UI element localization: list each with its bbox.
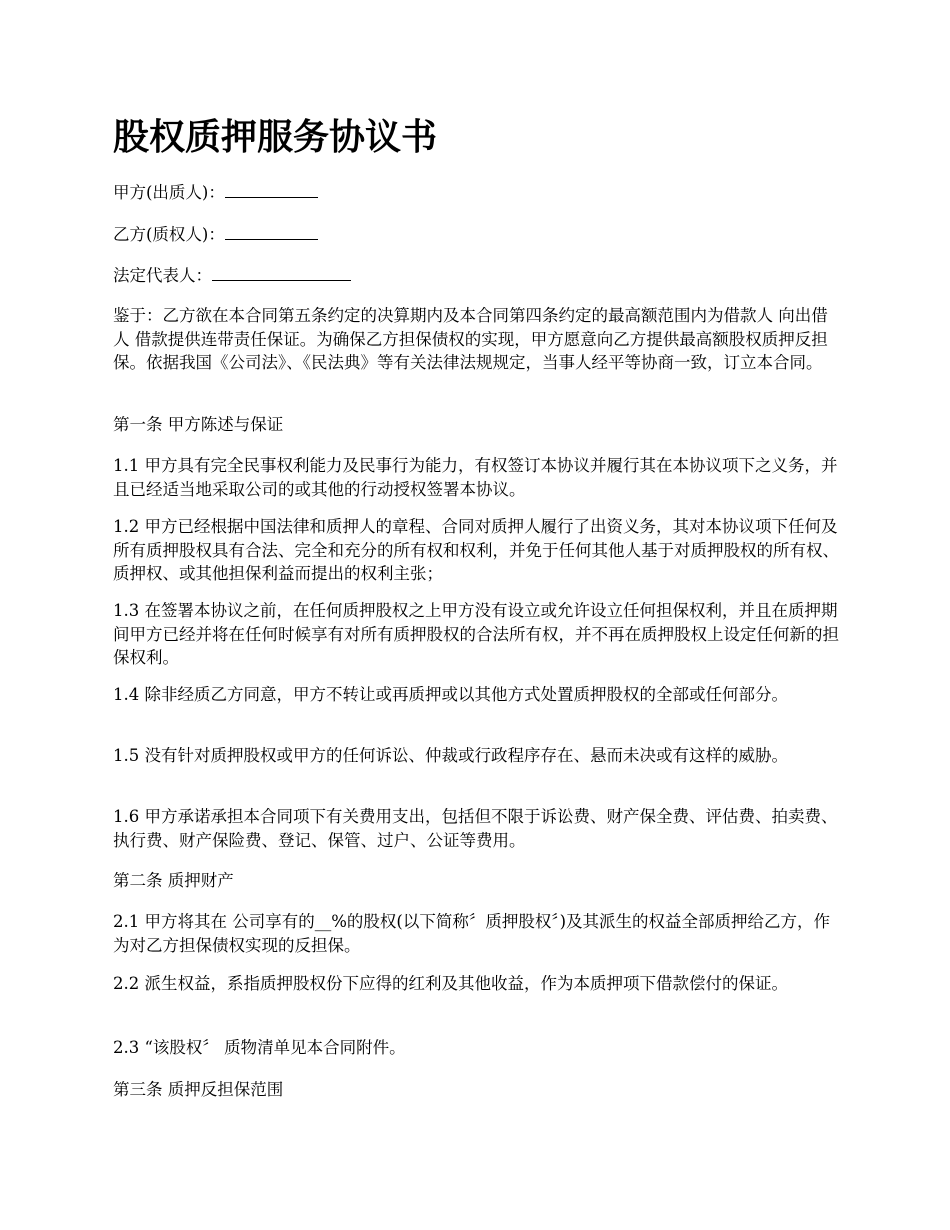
clause-1-5: 1.5 没有针对质押股权或甲方的任何诉讼、仲裁或行政程序存在、悬而未决或有这样的威胁。: [113, 746, 788, 765]
party-a-blank: [225, 181, 318, 198]
clause-1-6: 1.6 甲方承诺承担本合同项下有关费用支出，包括但不限于诉讼费、财产保全费、评估费、拍卖费、执行费、财产保险费、登记、保管、过户、公证等费用。: [113, 807, 838, 850]
article-2-heading: 第二条 质押财产: [113, 871, 234, 890]
clause-1-1: 1.1 甲方具有完全民事权利能力及民事行为能力，有权签订本协议并履行其在本协议项下之义务，并且已经适当地采取公司的或其他的行动授权签署本协议。: [113, 456, 838, 499]
clause-1-4: 1.4 除非经质乙方同意，甲方不转让或再质押或以其他方式处置质押股权的全部或任何部分。: [113, 685, 788, 704]
party-b-label: 乙方(质权人)：: [113, 225, 225, 244]
article-3-heading: 第三条 质押反担保范围: [113, 1080, 284, 1099]
clause-2-1: 2.1 甲方将其在 公司享有的__%的股权(以下简称〞质押股权〞)及其派生的权益全部质押给乙方，作为对乙方担保债权实现的反担保。: [113, 912, 831, 955]
party-a-line: [113, 181, 843, 205]
legal-rep-blank: [212, 264, 351, 281]
clause-2-2: 2.2 派生权益，系指质押股权份下应得的红利及其他收益，作为本质押项下借款偿付的保证。: [113, 974, 788, 993]
preamble-paragraph: 鉴于：乙方欲在本合同第五条约定的决算期内及本合同第四条约定的最高额范围内为借款人 向出借人 借款提供连带责任保证。为确保乙方担保债权的实现，甲方愿意向乙方提供最高额股权质押反担保。依据我国《公司法》、《民法典》等有关法律法规规定，当事人经平等协商一致，订立本合同。: [113, 306, 828, 372]
party-a-label: 甲方(出质人)：: [113, 183, 225, 202]
document-title: 股权质押服务协议书: [113, 116, 438, 158]
article-1-heading: 第一条 甲方陈述与保证: [113, 415, 284, 434]
party-b-blank: [225, 223, 318, 240]
clause-2-3: 2.3 “该股权〞 质物清单见本合同附件。: [113, 1038, 406, 1057]
party-b-line: [113, 223, 843, 247]
legal-rep-line: [113, 264, 843, 288]
legal-rep-label: 法定代表人：: [113, 266, 212, 285]
clause-1-3: 1.3 在签署本协议之前，在任何质押股权之上甲方没有设立或允许设立任何担保权利，并且在质押期间甲方已经并将在任何时候享有对所有质押股权的合法所有权，并不再在质押股权上设定任何新的担保权利。: [113, 601, 839, 667]
clause-1-2: 1.2 甲方已经根据中国法律和质押人的章程、合同对质押人履行了出资义务，其对本协议项下任何及所有质押股权具有合法、完全和充分的所有权和权利，并免于任何其他人基于对质押股权的所有权、质押权、或其他担保利益而提出的权利主张；: [113, 517, 839, 583]
